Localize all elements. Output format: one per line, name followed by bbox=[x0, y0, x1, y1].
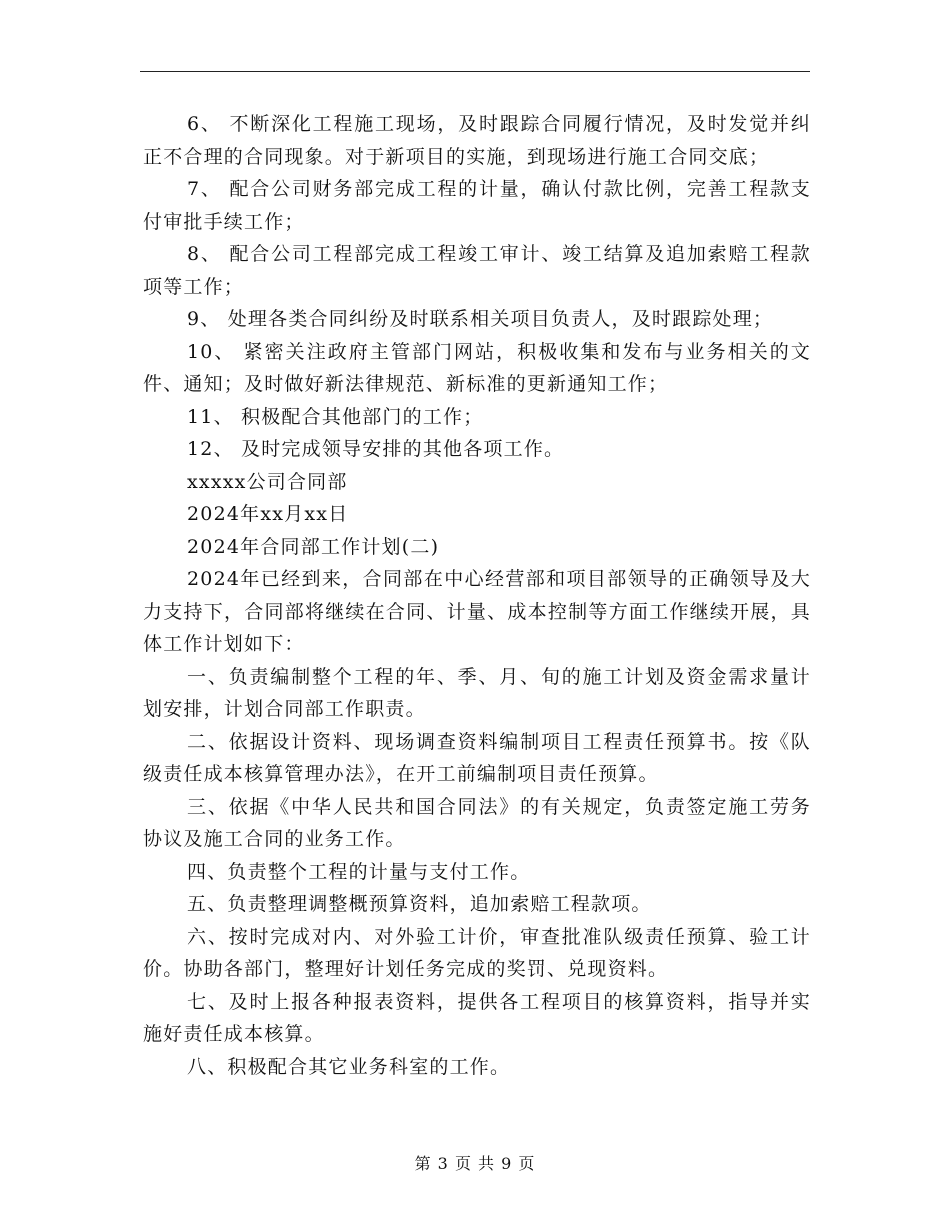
plan-item-7: 七、及时上报各种报表资料，提供各工程项目的核算资料，指导并实施好责任成本核算。 bbox=[143, 990, 811, 1045]
signature-department: xxxxx公司合同部 bbox=[187, 470, 348, 493]
paragraph-item-11: 11、 积极配合其他部门的工作； bbox=[187, 405, 484, 428]
plan-item-3: 三、依据《中华人民共和国合同法》的有关规定，负责签定施工劳务协议及施工合同的业务工作。 bbox=[143, 795, 811, 850]
paragraph-item-8: 8、 配合公司工程部完成工程竣工审计、竣工结算及追加索赔工程款项等工作； bbox=[143, 243, 811, 298]
document-body bbox=[143, 108, 811, 1083]
paragraph-item-6: 6、 不断深化工程施工现场，及时跟踪合同履行情况，及时发觉并纠正不合理的合同现象。对于新项目的实施，到现场进行施工合同交底； bbox=[143, 113, 811, 168]
page-number: 第 3 页 共 9 页 bbox=[414, 1154, 536, 1173]
plan-item-6: 六、按时完成对内、对外验工计价，审查批准队级责任预算、验工计价。协助各部门，整理好计划任务完成的奖罚、兑现资料。 bbox=[143, 925, 811, 980]
signature-date: 2024年xx月xx日 bbox=[187, 503, 349, 525]
section-title: 2024年合同部工作计划(二) bbox=[187, 535, 440, 558]
intro-paragraph: 2024年已经到来，合同部在中心经营部和项目部领导的正确领导及大力支持下，合同部将继续在合同、计量、成本控制等方面工作继续开展，具体工作计划如下： bbox=[143, 568, 811, 655]
paragraph-item-9: 9、 处理各类合同纠纷及时联系相关项目负责人，及时跟踪处理； bbox=[187, 308, 774, 330]
plan-item-4: 四、负责整个工程的计量与支付工作。 bbox=[187, 860, 531, 883]
plan-item-8: 八、积极配合其它业务科室的工作。 bbox=[187, 1055, 511, 1078]
plan-item-5: 五、负责整理调整概预算资料，追加索赔工程款项。 bbox=[187, 893, 652, 915]
paragraph-item-10: 10、 紧密关注政府主管部门网站，积极收集和发布与业务相关的文件、通知；及时做好新法律规范、新标准的更新通知工作； bbox=[143, 340, 811, 395]
paragraph-item-12: 12、 及时完成领导安排的其他各项工作。 bbox=[187, 438, 565, 460]
paragraph-item-7: 7、 配合公司财务部完成工程的计量，确认付款比例，完善工程款支付审批手续工作； bbox=[143, 178, 811, 233]
plan-item-1: 一、负责编制整个工程的年、季、月、旬的施工计划及资金需求量计划安排，计划合同部工作职责。 bbox=[143, 665, 811, 720]
plan-item-2: 二、依据设计资料、现场调查资料编制项目工程责任预算书。按《队级责任成本核算管理办法》，在开工前编制项目责任预算。 bbox=[143, 730, 811, 785]
header-rule bbox=[140, 71, 810, 72]
